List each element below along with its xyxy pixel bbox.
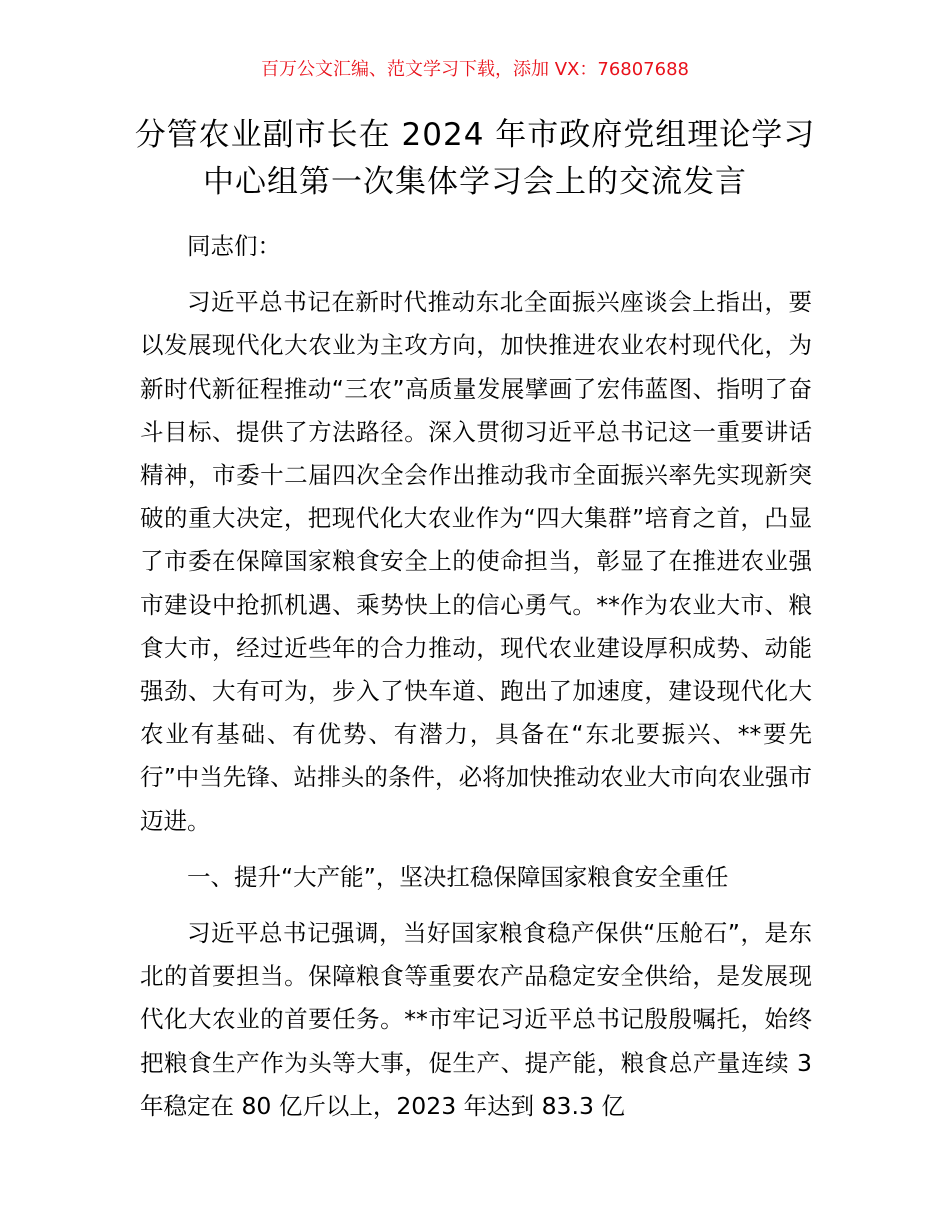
section-heading: 一、提升“大产能”，坚决扛稳保障国家粮食安全重任 (187, 862, 729, 891)
title-line-2: 中心组第一次集体学习会上的交流发言 (203, 164, 747, 200)
intro-paragraph: 习近平总书记在新时代推动东北全面振兴座谈会上指出，要以发展现代化大农业为主攻方向，加快推进农业农村现代化，为新时代新征程推动“三农”高质量发展擘画了宏伟蓝图、指明了奋斗目标、提供了方法路径。深入贯彻习近平总书记这一重要讲话精神，市委十二届四次全会作出推动我市全面振兴率先实现新突破的重大决定，把现代化大农业作为“四大集群”培育之首，凸显了市委在保障国家粮食安全上的使命担当，彰显了在推进农业强市建设中抢抓机遇、乘势快上的信心勇气。**作为农业大市、粮食大市，经过近些年的合力推动，现代农业建设厚积成势、动能强劲、大有可为，步入了快车道、跑出了加速度，建设现代化大农业有基础、有优势、有潜力，具备在“东北要振兴、**要先行”中当先锋、站排头的条件，必将加快推动农业大市向农业强市迈进。 (140, 288, 812, 835)
section-paragraph: 习近平总书记强调，当好国家粮食稳产保供“压舱石”，是东北的首要担当。保障粮食等重要农产品稳定安全供给，是发展现代化大农业的首要任务。**市牢记习近平总书记殷殷嘱托，始终把粮食生产作为头等大事，促生产、提产能，粮食总产量连续 3 年稳定在 80 亿斤以上，2023 年达到 83.3 亿 (140, 919, 812, 1120)
title-line-1: 分管农业副市长在 2024 年市政府党组理论学习 (134, 117, 816, 153)
document-body (140, 225, 812, 1128)
salutation: 同志们： (187, 232, 281, 260)
watermark-banner: 百万公文汇编、范文学习下载，添加 VX：76807688 (261, 59, 689, 80)
document-title (80, 112, 870, 206)
